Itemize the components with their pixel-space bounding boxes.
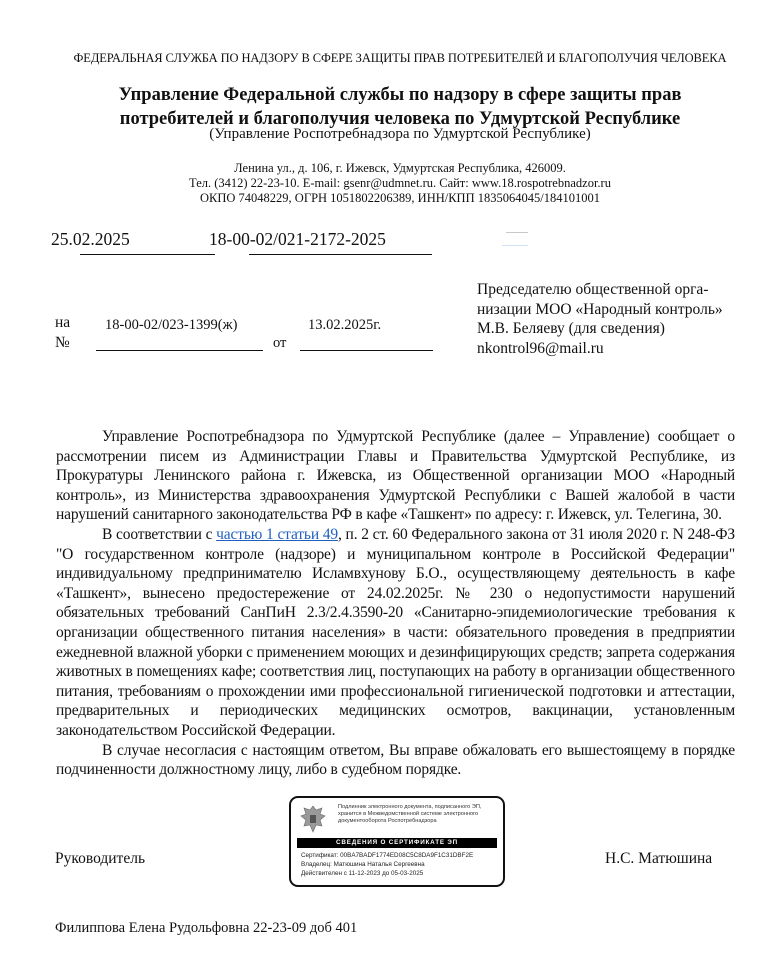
recipient-email: nkontrol96@mail.ru [477,339,604,357]
certificate-validity: Действителен с 11-12-2023 до 05-03-2025 [301,870,424,877]
reference-label-no: № [55,334,70,351]
paragraph-2-start: В соответствии с [102,525,217,543]
certificate-owner: Владелец: Матюшина Наталья Сергеевна [301,861,425,868]
letter-body [56,427,735,780]
reference-label-na: на [55,314,71,331]
recipient-line: Председателю общественной орга- [477,281,709,298]
department-short-name: (Управление Роспотребнадзора по Удмуртской Республике) [209,126,591,142]
law-article-link[interactable]: частью 1 статьи 49 [216,525,339,543]
signatory-role: Руководитель [55,850,146,867]
registration-number-underline [249,254,432,255]
contacts: Тел. (3412) 22-23-10. E-mail: gsenr@udmnet.ru. Сайт: www.18.rospotrebnadzor.ru [189,176,611,190]
reference-date: 13.02.2025г. [308,317,382,333]
requisites: ОКПО 74048229, ОГРН 1051802206389, ИНН/КПП 1835064045/184101001 [200,191,600,205]
reference-number-underline [96,350,263,351]
faint-scan-artifact [480,228,550,248]
certificate-number: Сертификат: 00BA7BADF1774ED08C5C8DA9F1C31DBF2E [301,852,474,859]
stamp-note: Подлинник электронного документа, подписанного ЭП, хранится в Межведомственной системе электронного документооборота Роспотребнадзора [338,804,482,824]
address: Ленина ул., д. 106, г. Ижевск, Удмуртская Республика, 426009. [234,161,566,175]
contact-block [120,161,680,206]
paragraph-2 [56,525,735,741]
recipient-block [477,280,747,358]
executor-info: Филиппова Елена Рудольфовна 22-23-09 доб 401 [55,920,358,936]
department-title-line1: Управление Федеральной службы по надзору в сфере защиты прав [118,85,682,105]
reference-date-underline [300,350,433,351]
registration-date-underline [80,254,215,255]
recipient-line: низации МОО «Народный контроль» [477,300,723,318]
department-title-line2: потребителей и благополучия человека по Удмуртской Республике [119,109,681,129]
agency-full-name: ФЕДЕРАЛЬНАЯ СЛУЖБА ПО НАДЗОРУ В СФЕРЕ ЗАЩИТЫ ПРАВ ПОТРЕБИТЕЛЕЙ И БЛАГОПОЛУЧИЯ ЧЕЛОВЕКА [73,51,727,65]
registration-number: 18-00-02/021-2172-2025 [209,229,386,249]
coat-of-arms-icon [300,804,326,834]
stamp-title: СВЕДЕНИЯ О СЕРТИФИКАТЕ ЭП [297,838,497,848]
recipient-line: М.В. Беляеву (для сведения) [477,320,665,337]
reference-label [55,313,70,353]
department-title [60,83,740,131]
paragraph-1: Управление Роспотребнадзора по Удмуртской Республике (далее – Управление) сообщает о рассмотрении писем из Администрации Главы и Правительства Удмуртской Республике, из Прокуратуры Ленинского района г. Ижевска, из Общественной организации МОО «Народный контроль», из Министерства здравоохранения Удмуртской Республики с Вашей жалобой в части нарушений санитарного законодательства РФ в кафе «Ташкент» по адресу: г. Ижевск, ул. Телегина, 30. [56,428,735,524]
paragraph-2-rest: , п. 2 ст. 60 Федерального закона от 31 июля 2020 г. N 248-ФЗ "О государственном контроле (надзоре) и муниципальном контроле в Российской Федерации" индивидуальному предпринимателю Исламвхунову Б.О., осуществляющему деятельность в кафе «Ташкент», вынесено предостережение от 24.02.2025г. № 230 о недопустимости нарушений обязательных требований СанПиН 2.3/2.4.3590-20 «Санитарно-эпидемиологические требования к организации общественного питания населения» в части: обязательного проведения в предприятии ежедневной влажной уборки с применением моющих и дезинфицирующих средств; запрета содержания животных в помещениях кафе; соответствия лиц, поступающих на работу в организации общественного питания, требованиям о прохождении ими профессиональной гигиенической подготовки и аттестации, предварительных и периодических медицинских осмотров, вакцинации, установленным законодательством Российской Федерации. [56,525,735,739]
paragraph-3: В случае несогласия с настоящим ответом, Вы вправе обжаловать его вышестоящему в порядке подчиненности должностному лицу, либо в судебном порядке. [56,741,735,779]
reference-ot-label: от [273,335,287,351]
signatory-name: Н.С. Матюшина [605,850,713,867]
reference-number: 18-00-02/023-1399(ж) [105,317,238,333]
registration-date: 25.02.2025 [51,229,130,249]
e-signature-stamp [289,796,505,887]
